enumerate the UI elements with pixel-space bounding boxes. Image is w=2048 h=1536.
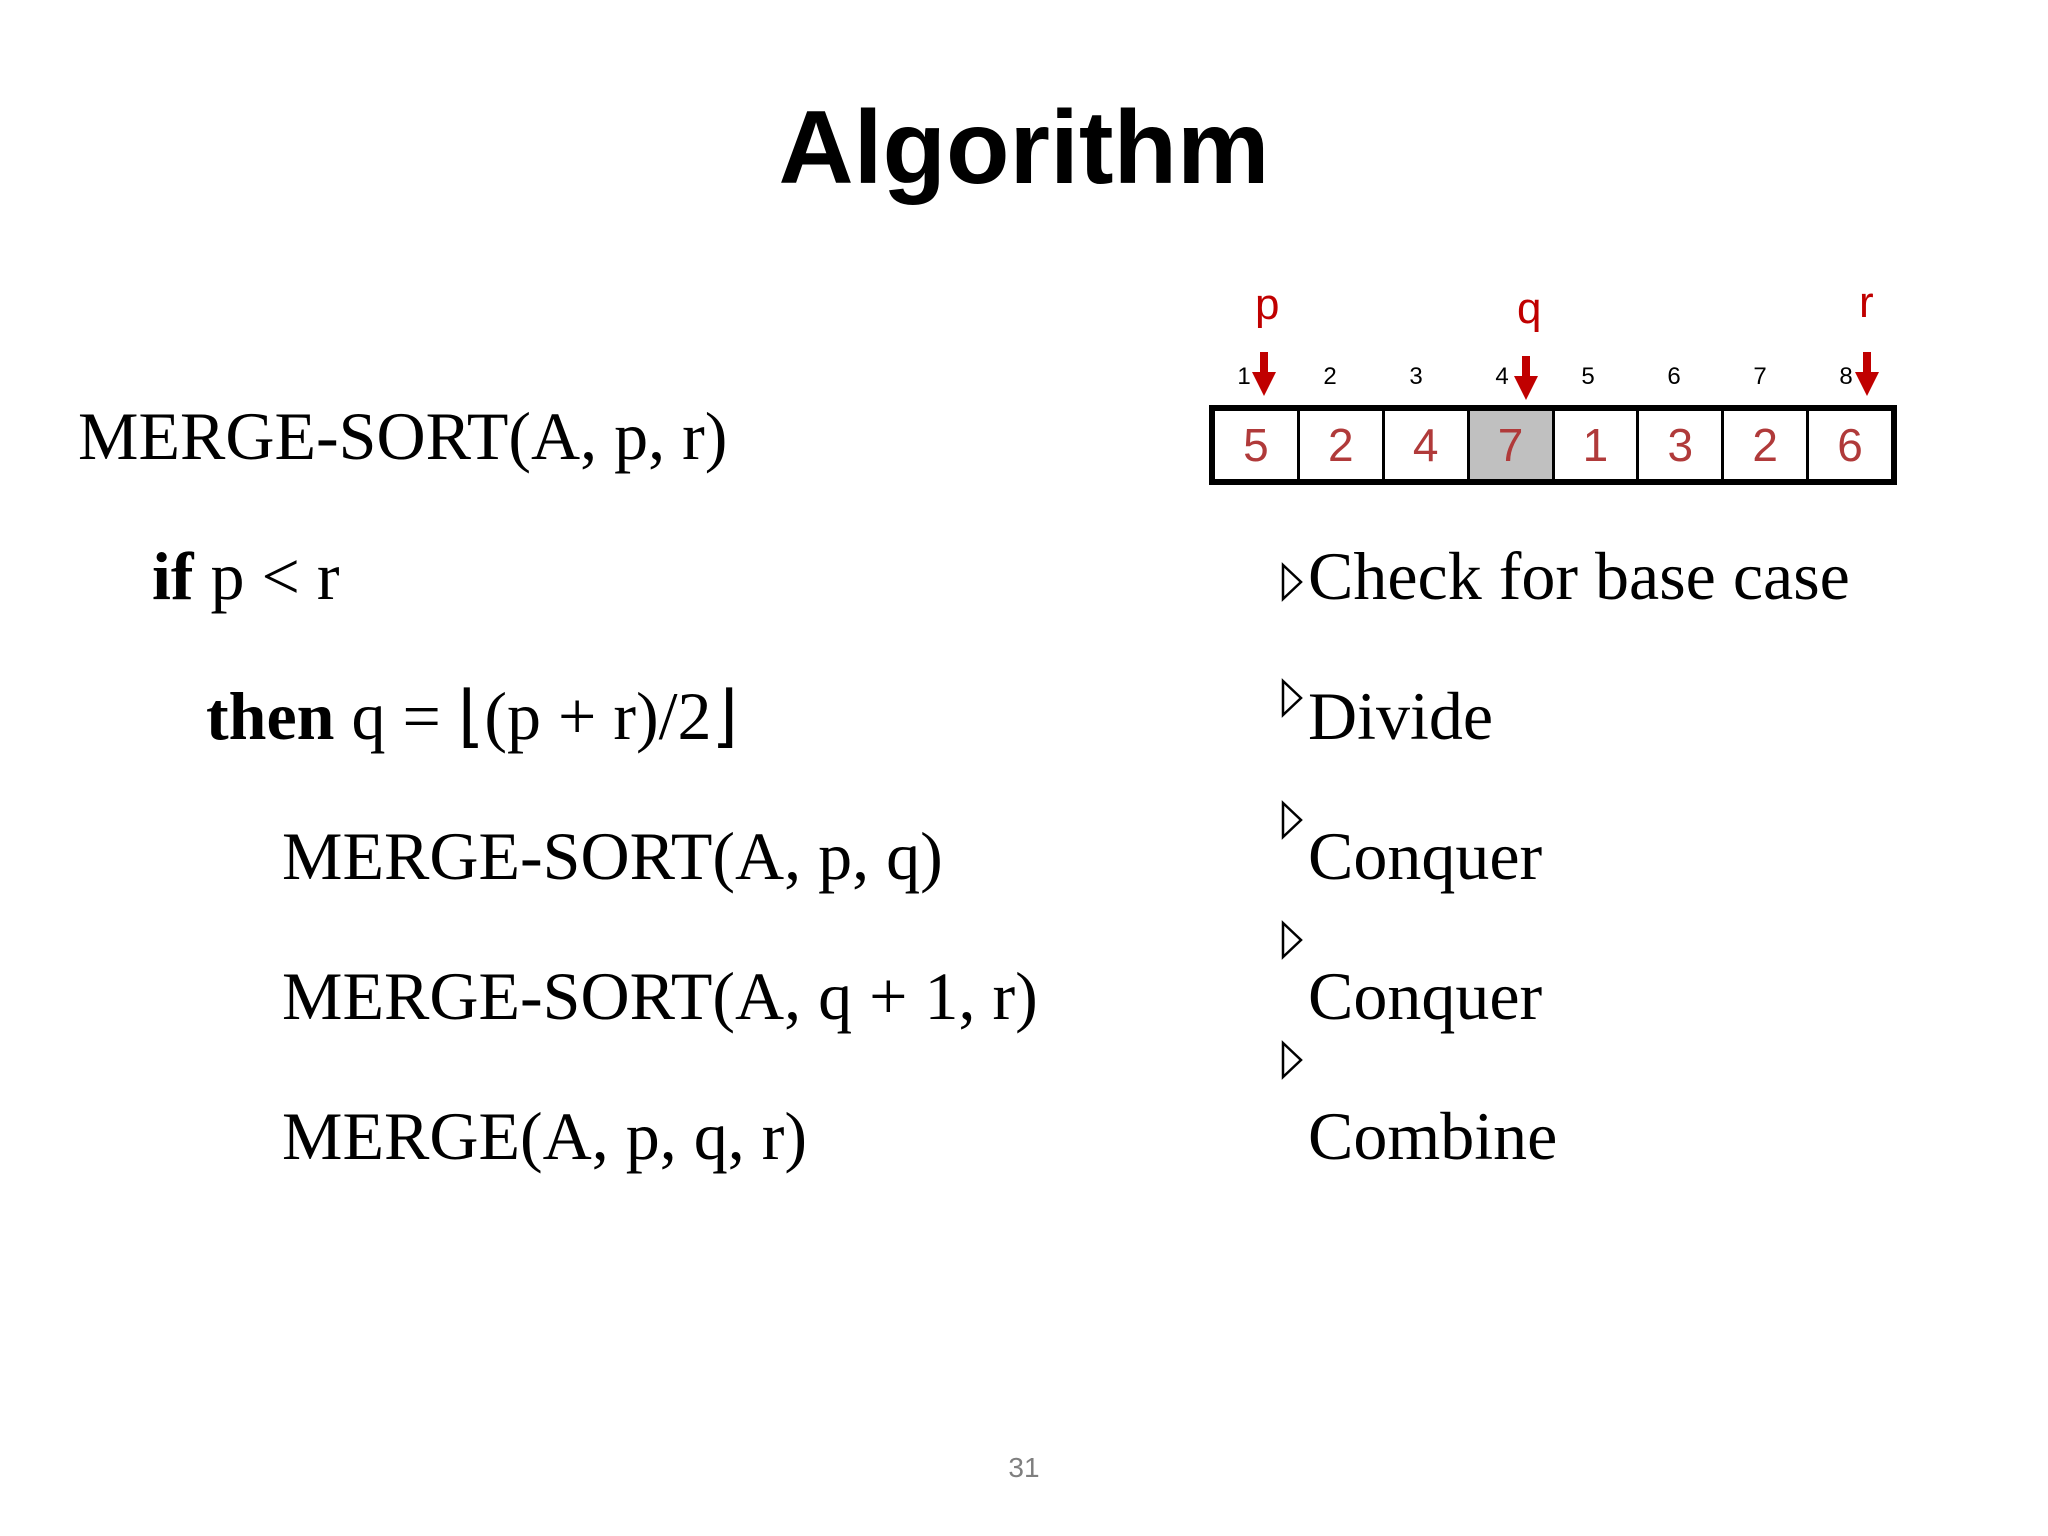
code-line-then	[206, 676, 738, 756]
keyword-then: then	[206, 678, 335, 754]
comment-conquer-left: Conquer	[1308, 818, 1543, 894]
array-box	[1209, 405, 1897, 485]
comment-triangle-icon	[1280, 1040, 1304, 1080]
comment-conquer-right: Conquer	[1308, 958, 1543, 1034]
comment-triangle-icon	[1280, 562, 1304, 602]
array-index: 1	[1237, 363, 1251, 390]
comment-check-base-case: Check for base case	[1308, 538, 1850, 614]
page-number: 31	[1008, 1452, 1040, 1483]
array-cell: 6	[1837, 419, 1863, 471]
code-if-condition: p < r	[193, 538, 340, 614]
code-line-merge-sort-left: MERGE-SORT(A, p, q)	[282, 818, 943, 894]
array-cell: 5	[1215, 411, 1300, 479]
code-line-merge: MERGE(A, p, q, r)	[282, 1098, 808, 1174]
code-line-if	[152, 536, 340, 616]
comment-divide: Divide	[1308, 678, 1494, 754]
code-floor-expression: (p + r)/2	[484, 678, 712, 754]
array-cell: 3	[1639, 411, 1724, 479]
comment-triangle-icon	[1280, 920, 1304, 960]
array-index: 4	[1495, 363, 1509, 390]
array-index: 6	[1667, 363, 1681, 390]
array-cell: 1	[1555, 411, 1640, 479]
floor-right-bracket: ⌋	[711, 678, 739, 754]
array-cell: 2	[1724, 411, 1809, 479]
comment-triangle-icon	[1280, 678, 1304, 718]
array-index: 7	[1753, 363, 1767, 390]
array-cell-highlighted: 7	[1470, 411, 1555, 479]
comment-triangle-icon	[1280, 800, 1304, 840]
array-index: 5	[1581, 363, 1595, 390]
keyword-if: if	[152, 538, 194, 614]
pointer-label-q: q	[1517, 284, 1542, 333]
floor-left-bracket: ⌊	[457, 678, 485, 754]
code-line-merge-sort-header: MERGE-SORT(A, p, r)	[78, 398, 728, 474]
array-cell: 2	[1300, 411, 1385, 479]
code-then-assign: q =	[334, 678, 458, 754]
pointer-label-r: r	[1859, 278, 1874, 327]
array-index: 8	[1839, 363, 1853, 390]
array-cell: 4	[1385, 411, 1470, 479]
code-line-merge-sort-right: MERGE-SORT(A, q + 1, r)	[282, 958, 1038, 1034]
comment-combine: Combine	[1308, 1098, 1558, 1174]
pointer-label-p: p	[1255, 280, 1280, 329]
array-index: 3	[1409, 363, 1423, 390]
array-index: 2	[1323, 363, 1337, 390]
slide-title: Algorithm	[778, 90, 1270, 206]
